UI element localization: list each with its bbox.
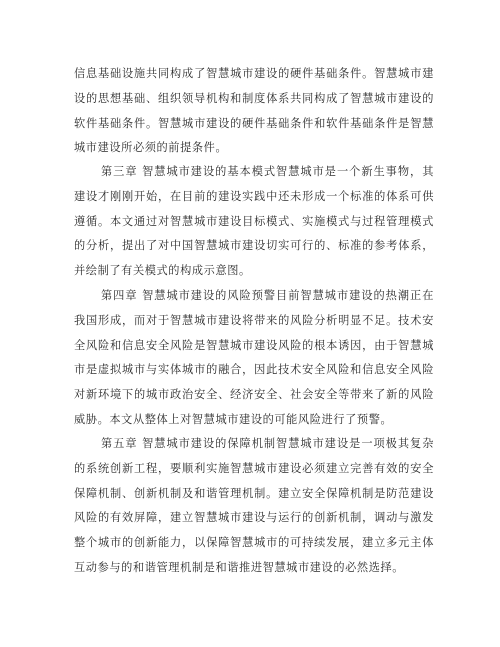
text-line: 我国形成，而对于智慧城市建设将带来的风险分析明显不足。技术安 [74,313,434,327]
paragraph-4 [74,432,434,581]
paragraph-2 [74,160,434,284]
text-line: 建设才刚刚开始，在目前的建设实践中还未形成一个标准的体系可供 [74,189,434,203]
paragraph-3 [74,284,434,433]
text-line: 威胁。本文从整体上对智慧城市建设的可能风险进行了预警。 [74,412,393,426]
paragraph-1 [74,62,434,161]
text-line: 并绘制了有关模式的构成示意图。 [74,264,251,278]
text-line: 软件基础条件。智慧城市建设的硬件基础条件和软件基础条件是智慧 [74,116,434,130]
text-line: 市是虚拟城市与实体城市的融合，因此技术安全风险和信息安全风险 [74,363,434,377]
text-line: 整个城市的创新能力，以保障智慧城市的可持续发展，建立多元主体 [74,536,434,550]
text-line: 风险的有效屏障，建立智慧城市建设与运行的创新机制，调动与激发 [74,511,434,525]
text-line: 保障机制、创新机制及和谐管理机制。建立安全保障机制是防范建设 [74,486,434,500]
text-line: 信息基础设施共同构成了智慧城市建设的硬件基础条件。智慧城市建 [74,67,434,80]
text-line: 的系统创新工程，要顺利实施智慧城市建设必须建立完善有效的安全 [74,461,434,475]
text-line: 全风险和信息安全风险是智慧城市建设风险的根本诱因，由于智慧城 [74,338,434,352]
text-line: 设的思想基础、组织领导机构和制度体系共同构成了智慧城市建设的 [74,91,434,105]
text-line: 第五章 智慧城市建设的保障机制智慧城市建设是一项极其复杂 [101,437,434,450]
text-line: 城市建设所必须的前提条件。 [74,141,228,155]
text-line: 第三章 智慧城市建设的基本模式智慧城市是一个新生事物，其 [101,165,434,178]
text-line: 的分析，提出了对中国智慧城市建设切实可行的、标准的参考体系， [74,239,434,253]
text-line: 遵循。本文通过对智慧城市建设目标模式、实施模式与过程管理模式 [74,214,434,228]
text-line: 第四章 智慧城市建设的风险预警目前智慧城市建设的热潮正在 [101,289,434,302]
text-line: 对新环境下的城市政治安全、经济安全、社会安全等带来了新的风险 [74,388,434,402]
text-line: 互动参与的和谐管理机制是和谐推进智慧城市建设的必然选择。 [74,560,405,574]
